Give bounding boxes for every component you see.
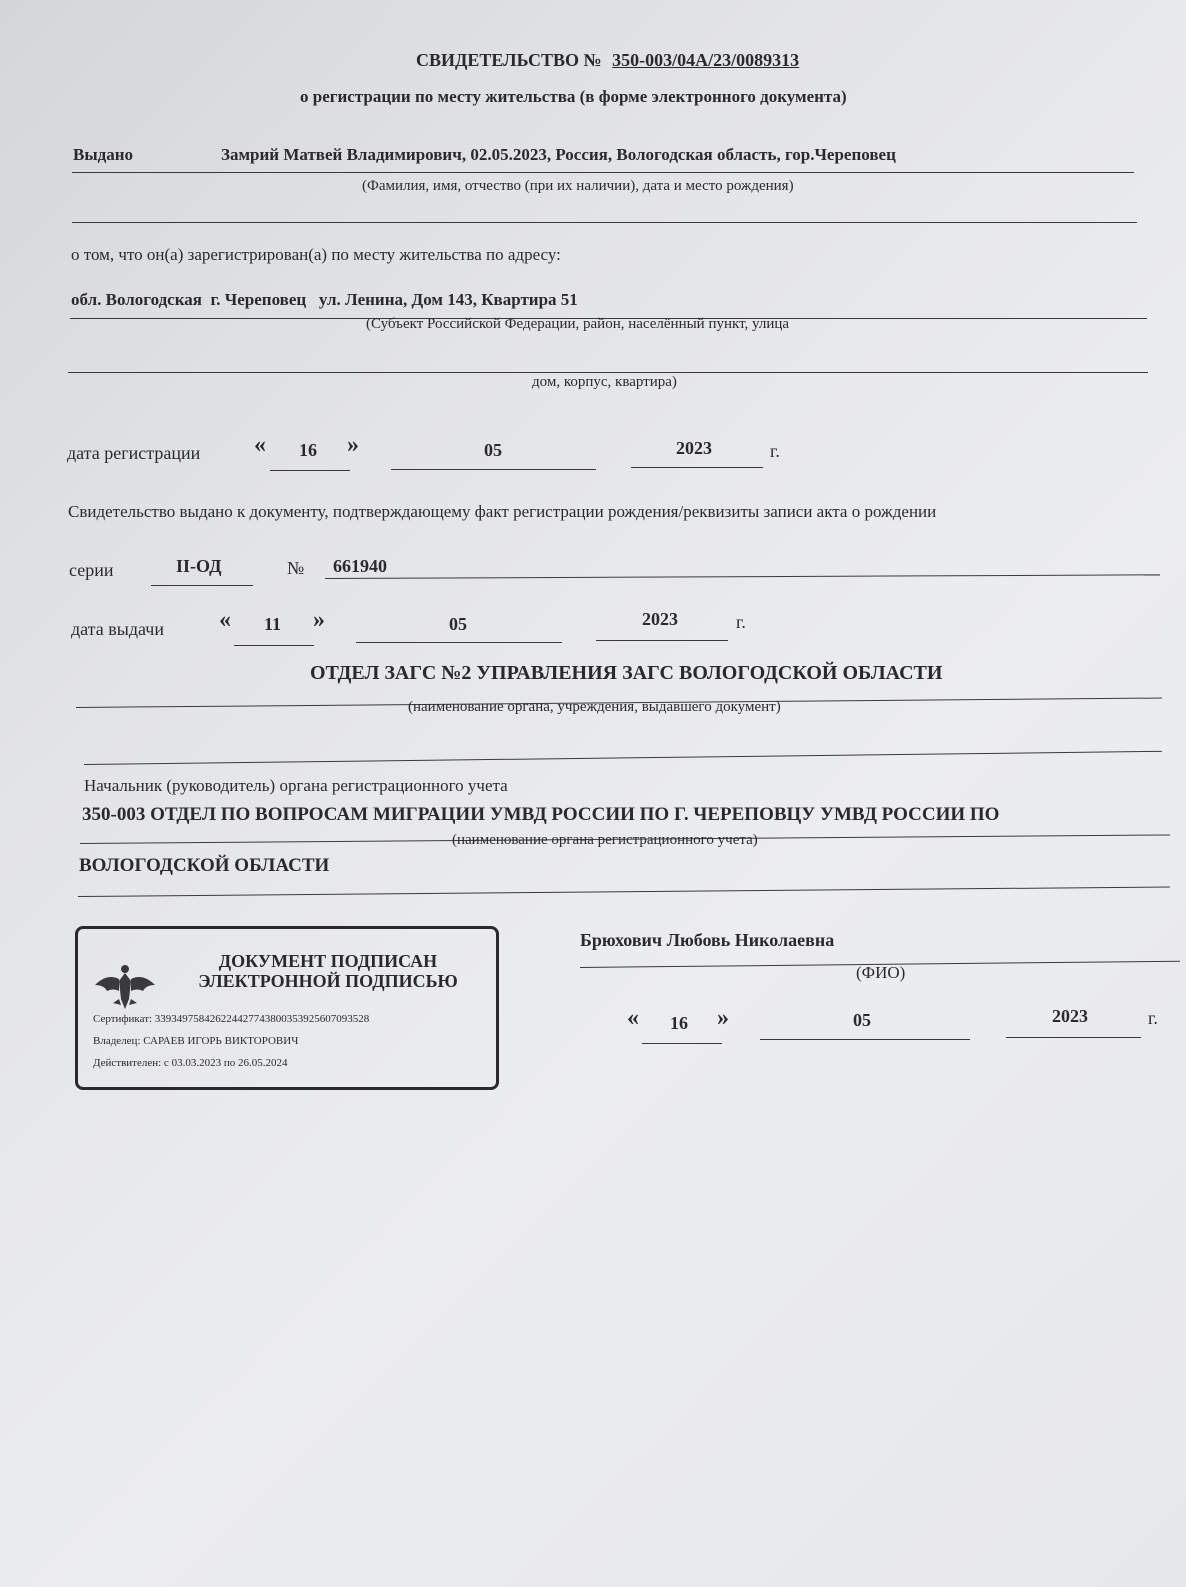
registration-day: 16	[299, 440, 317, 460]
address-caption-2: дом, корпус, квартира)	[532, 374, 677, 390]
issue-year-underline	[596, 640, 728, 641]
stamp-validity: Действителен: с 03.03.2023 по 26.05.2024	[93, 1057, 288, 1069]
sign-month: 05	[853, 1010, 871, 1030]
issued-value: Замрий Матвей Владимирович, 02.05.2023, Россия, Вологодская область, гор.Череповец	[221, 145, 896, 164]
signer-name: Брюхович Любовь Николаевна	[580, 930, 835, 950]
eagle-emblem-icon	[93, 959, 157, 1015]
registration-date-label: дата регистрации	[67, 443, 201, 463]
issued-label: Выдано	[73, 145, 134, 164]
authority-line-2: ВОЛОГОДСКОЙ ОБЛАСТИ	[79, 855, 330, 876]
issue-day-underline	[234, 645, 314, 646]
authority-caption: (наименование органа регистрационного учета)	[452, 832, 758, 848]
issue-open-quote: «	[219, 607, 231, 633]
number-underline	[325, 574, 1160, 579]
address-value: обл. Вологодская г. Череповец ул. Ленина, Дом 143, Квартира 51	[71, 290, 578, 309]
issue-month-underline	[356, 642, 562, 643]
registration-year: 2023	[676, 438, 712, 458]
sign-year: 2023	[1052, 1006, 1088, 1026]
sign-year-suffix: г.	[1148, 1008, 1158, 1028]
certificate-title-prefix: СВИДЕТЕЛЬСТВО №	[416, 50, 602, 70]
certificate-subtitle: о регистрации по месту жительства (в форме электронного документа)	[300, 87, 847, 106]
issue-year: 2023	[642, 609, 678, 629]
registration-close-quote: »	[347, 432, 359, 458]
issue-year-suffix: г.	[736, 612, 746, 632]
stamp-owner: Владелец: САРАЕВ ИГОРЬ ВИКТОРОВИЧ	[93, 1035, 299, 1047]
registration-month: 05	[484, 440, 502, 460]
issued-underline	[72, 172, 1134, 173]
stamp-certificate: Сертификат: 339349758426224427743800353925607093528	[93, 1013, 370, 1025]
number-value: 661940	[333, 556, 387, 576]
issue-day: 11	[264, 614, 282, 634]
sign-month-underline	[760, 1039, 970, 1040]
basis-text: Свидетельство выдано к документу, подтверждающему факт регистрации рождения/реквизиты записи акта о рождении	[68, 502, 937, 521]
authority-line-1: 350-003 ОТДЕЛ ПО ВОПРОСАМ МИГРАЦИИ УМВД РОССИИ ПО Г. ЧЕРЕПОВЦУ УМВД РОССИИ ПО	[82, 804, 1000, 825]
issuer-value: ОТДЕЛ ЗАГС №2 УПРАВЛЕНИЯ ЗАГС ВОЛОГОДСКОЙ ОБЛАСТИ	[310, 662, 943, 684]
certificate-number: 350-003/04А/23/0089313	[612, 50, 800, 70]
issued-caption: (Фамилия, имя, отчество (при их наличии), дата и место рождения)	[362, 178, 794, 194]
issue-close-quote: »	[313, 607, 325, 633]
series-underline	[151, 585, 253, 586]
sign-year-underline	[1006, 1037, 1141, 1038]
registration-day-underline	[270, 470, 350, 471]
certificate-title	[416, 50, 799, 71]
stamp-title-2: ЭЛЕКТРОННОЙ ПОДПИСЬЮ	[198, 971, 458, 991]
blank-line-3	[84, 751, 1162, 765]
stamp-title-1: ДОКУМЕНТ ПОДПИСАН	[218, 951, 438, 971]
registration-month-underline	[391, 469, 596, 470]
sign-open-quote: «	[627, 1005, 639, 1031]
electronic-signature-stamp	[75, 926, 499, 1090]
blank-line-2	[68, 372, 1148, 373]
authority-label: Начальник (руководитель) органа регистрационного учета	[84, 776, 508, 795]
address-caption-1: (Субъект Российской Федерации, район, населённый пункт, улица	[366, 316, 790, 332]
address-intro: о том, что он(а) зарегистрирован(а) по месту жительства по адресу:	[71, 245, 561, 264]
sign-close-quote: »	[717, 1005, 729, 1031]
sign-day-underline	[642, 1043, 722, 1044]
issuer-caption: (наименование органа, учреждения, выдавшего документ)	[408, 699, 781, 715]
sign-day: 16	[670, 1013, 688, 1033]
series-value: II-ОД	[176, 556, 222, 576]
series-label: серии	[69, 560, 114, 580]
issue-date-label: дата выдачи	[71, 619, 164, 639]
signer-caption: (ФИО)	[856, 963, 906, 982]
registration-year-underline	[631, 467, 763, 468]
registration-open-quote: «	[254, 432, 266, 458]
issue-month: 05	[449, 614, 467, 634]
number-label: №	[287, 558, 305, 578]
registration-year-suffix: г.	[770, 441, 780, 461]
blank-line-1	[72, 222, 1137, 223]
authority-underline-2	[78, 886, 1170, 897]
